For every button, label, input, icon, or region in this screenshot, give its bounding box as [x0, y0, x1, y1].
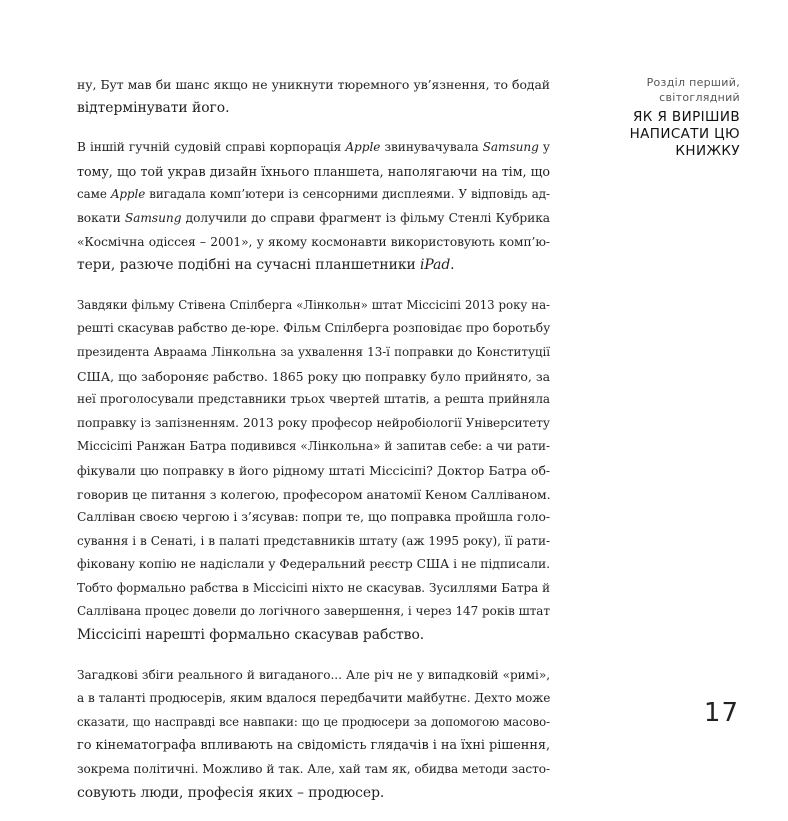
paragraph-lincoln [77, 294, 550, 648]
italic-brand-name: iPad [420, 257, 451, 274]
main-text-column [77, 73, 550, 821]
chapter-sidebar [520, 75, 740, 160]
text-line: поправку із запізненням. 2013 року професор нейробіології Університету [77, 415, 550, 430]
text-line: тери, разюче подібні на сучасні планшетники iPad. [77, 257, 455, 274]
italic-brand-name: Apple [345, 140, 381, 155]
text-line: Саллівана процес довели до логічного завершення, і через 147 років штат [77, 604, 550, 619]
text-line: говорив це питання з колегою, професором анатомії Кеном Салліваном. [77, 486, 551, 502]
text-line: неї проголосували представники трьох чвертей штатів, а решта прийняла [77, 392, 550, 407]
italic-brand-name: Apple [110, 187, 146, 202]
chapter-label-line: Розділ перший, [646, 76, 740, 89]
italic-brand-name: Samsung [124, 210, 182, 225]
text-line: фіковану копію не надіслали у Федеральний реєстр США і не підписали. [77, 557, 550, 572]
italic-brand-name: Samsung [482, 140, 539, 155]
text-line: сування і в Сенаті, і в палаті представників штату (аж 1995 року), її рати- [77, 533, 550, 548]
chapter-label-line: світоглядний [659, 91, 740, 104]
chapter-title-line: НАПИСАТИ ЦЮ [629, 126, 740, 142]
chapter-label [520, 75, 740, 105]
chapter-title-line: КНИЖКУ [675, 143, 740, 159]
text-line: США, що забороняє рабство. 1865 року цю поправку було прийнято, за [77, 368, 550, 384]
text-line: Міссісіпі нарешті формально скасував рабство. [77, 627, 425, 644]
paragraph-producers [77, 664, 550, 806]
text-line: президента Авраама Лінкольна за ухвалення 13-ї поправки до Конституції [77, 344, 550, 359]
text-line: Тобто формально рабства в Міссісіпі ніхто не скасував. Зусиллями Батра й [77, 580, 550, 595]
text-line: тому, що той украв дизайн їхнього планшета, наполягаючи на тім, що [77, 163, 550, 179]
chapter-title [520, 109, 740, 160]
text-line: решті скасував рабство де-юре. Фільм Спілберга розповідає про боротьбу [77, 321, 551, 336]
text-line: сказати, що насправді все навпаки: що це продюсери за допомогою масово- [77, 714, 550, 729]
text-line: Загадкові збіги реального й вигаданого... Але річ не у випадковій «римі», [77, 667, 550, 682]
text-line: ну, Бут мав би шанс якщо не уникнути тюремного ув’язнення, то бодай [77, 77, 550, 92]
text-line: Салліван своєю чергою і з’ясував: попри те, що поправка пройшла голо- [77, 510, 550, 525]
text-line: совують люди, професія яких – продюсер. [77, 784, 385, 801]
text-line: Завдяки фільму Стівена Спілберга «Лінкольн» штат Міссісіпі 2013 року на- [77, 297, 550, 312]
text-line: саме Apple вигадала комп’ютери із сенсорними дисплеями. У відповідь ад- [77, 187, 550, 202]
text-line: Міссісіпі Ранжан Батра подивився «Лінкольна» й запитав себе: а чи рати- [77, 439, 550, 454]
paragraph-apple-samsung [77, 136, 550, 278]
text-line: фікували цю поправку в його рідному штаті Міссісіпі? Доктор Батра об- [77, 462, 550, 478]
text-line: зокрема політичні. Можливо й так. Але, хай там як, обидва методи засто- [77, 762, 550, 777]
text-line: а в таланті продюсерів, яким вдалося передбачити майбутнє. Дехто може [77, 691, 551, 706]
text-line: «Космічна одіссея – 2001», у якому космонавти використовують комп’ю- [77, 234, 550, 249]
text-line: відтермінувати його. [77, 99, 230, 116]
page-number: 17 [703, 698, 739, 728]
text-line: го кінематографа впливають на свідомість глядачів і на їхні рішення, [77, 738, 551, 754]
text-line: вокати Samsung долучили до справи фрагмент із фільму Стенлі Кубрика [77, 210, 550, 225]
chapter-title-line: ЯК Я ВИРІШИВ [632, 109, 740, 125]
text-line: В іншій гучній судовій справі корпорація Apple звинувачувала Samsung у [77, 140, 550, 155]
paragraph-booth [77, 73, 550, 120]
